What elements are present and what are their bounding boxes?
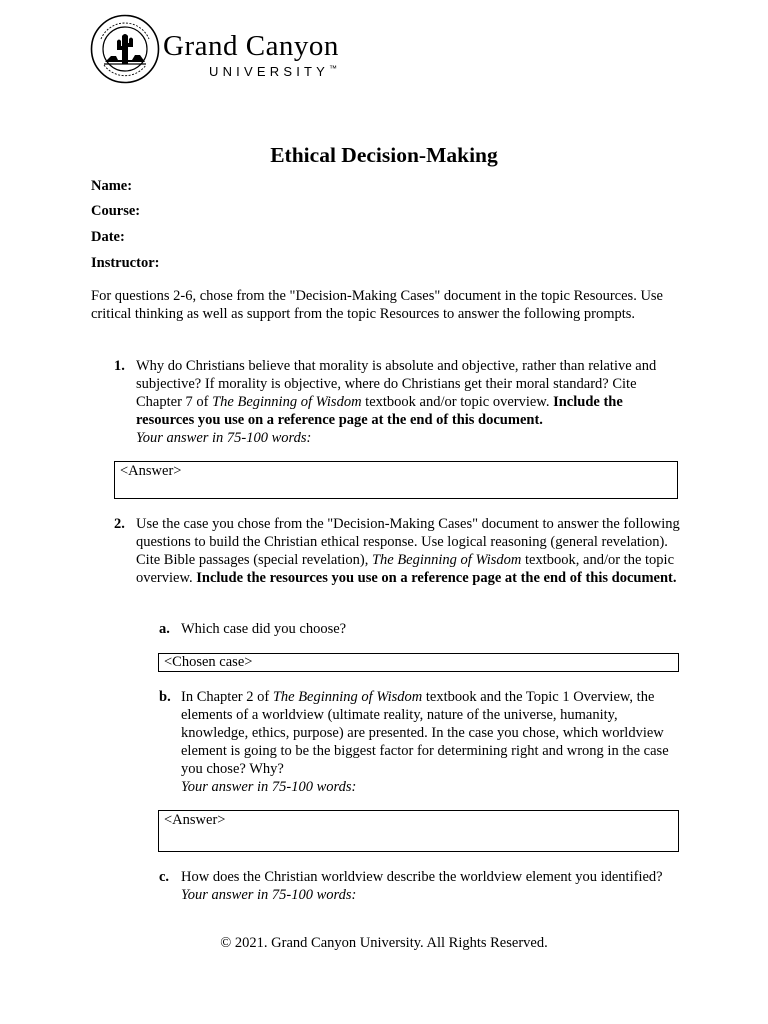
brand-name [163,32,339,61]
word-count-instruction: Your answer in 75-100 words: [136,430,312,446]
book-title: The Beginning of Wisdom [212,394,362,410]
course-field-label: Course: [91,203,141,219]
question-2b-number: b. [159,689,171,705]
question-2c-text [181,868,681,904]
question-2-number: 2. [114,516,125,532]
question-1-answer-box[interactable]: <Answer> [114,461,678,499]
intro-paragraph: For questions 2-6, chose from the "Decision-Making Cases" document in the topic Resources. Use critical thinking as well as support from the topic Resources to answer the following prompts. [91,288,663,322]
question-2b-answer-box[interactable]: <Answer> [158,810,679,852]
question-1-number: 1. [114,358,125,374]
question-2c-number: c. [159,869,170,885]
word-count-instruction: Your answer in 75-100 words: [181,779,357,795]
name-field-label: Name: [91,178,133,194]
question-1-text-part: textbook and/or topic overview. [361,394,554,410]
word-count-instruction: Your answer in 75-100 words: [181,887,357,903]
question-2a-text: Which case did you choose? [181,621,347,637]
question-2-text-part: Use the case you chose from the "Decision-Making Cases" document to answer the following questions to build the Christian ethical response. Use logical reasoning (general revelation). Cite Bible passages (special revelation), [136,516,680,568]
chosen-case-answer-box[interactable]: <Chosen case> [158,653,679,672]
question-2c-text-part: How does the Christian worldview describe the worldview element you identified? [181,869,663,885]
question-1-text [136,357,681,447]
instructor-field-label: Instructor: [91,255,160,271]
brand-name-text: Grand Canyon [163,30,339,62]
question-2b-text [181,688,681,796]
question-2-text-part: textbook, and/or the topic overview. [136,552,675,586]
question-2-text [136,515,681,587]
question-2b-text-part: In Chapter 2 of [181,689,273,705]
copyright-footer: © 2021. Grand Canyon University. All Rights Reserved. [220,935,548,951]
trademark-symbol: ™ [329,64,338,73]
question-2a-number: a. [159,621,170,637]
brand-subtitle [209,65,337,78]
reference-instruction: Include the resources you use on a reference page at the end of this document. [136,394,623,428]
book-title: The Beginning of Wisdom [272,689,423,705]
university-seal-icon [90,14,160,84]
question-2b-text-part: textbook and the Topic 1 Overview, the elements of a worldview (ultimate reality, nature of the universe, humanity, knowledge, ethics, purpose) are presented. In the case you chose, which worldview element is going to be the biggest factor for determining right and wrong in the case you chose? Why? [181,689,669,777]
question-1-text-part: Why do Christians believe that morality is absolute and objective, rather than relative and subjective? If morality is objective, where do Christians get their moral standard? Cite Chapter 7 of [136,358,657,410]
document-title: Ethical Decision-Making [270,143,498,167]
university-logo [90,14,410,86]
brand-subtitle-text: UNIVERSITY [209,64,330,79]
book-title: The Beginning of Wisdom [371,552,522,568]
reference-instruction: Include the resources you use on a reference page at the end of this document. [196,570,677,586]
date-field-label: Date: [91,229,125,245]
